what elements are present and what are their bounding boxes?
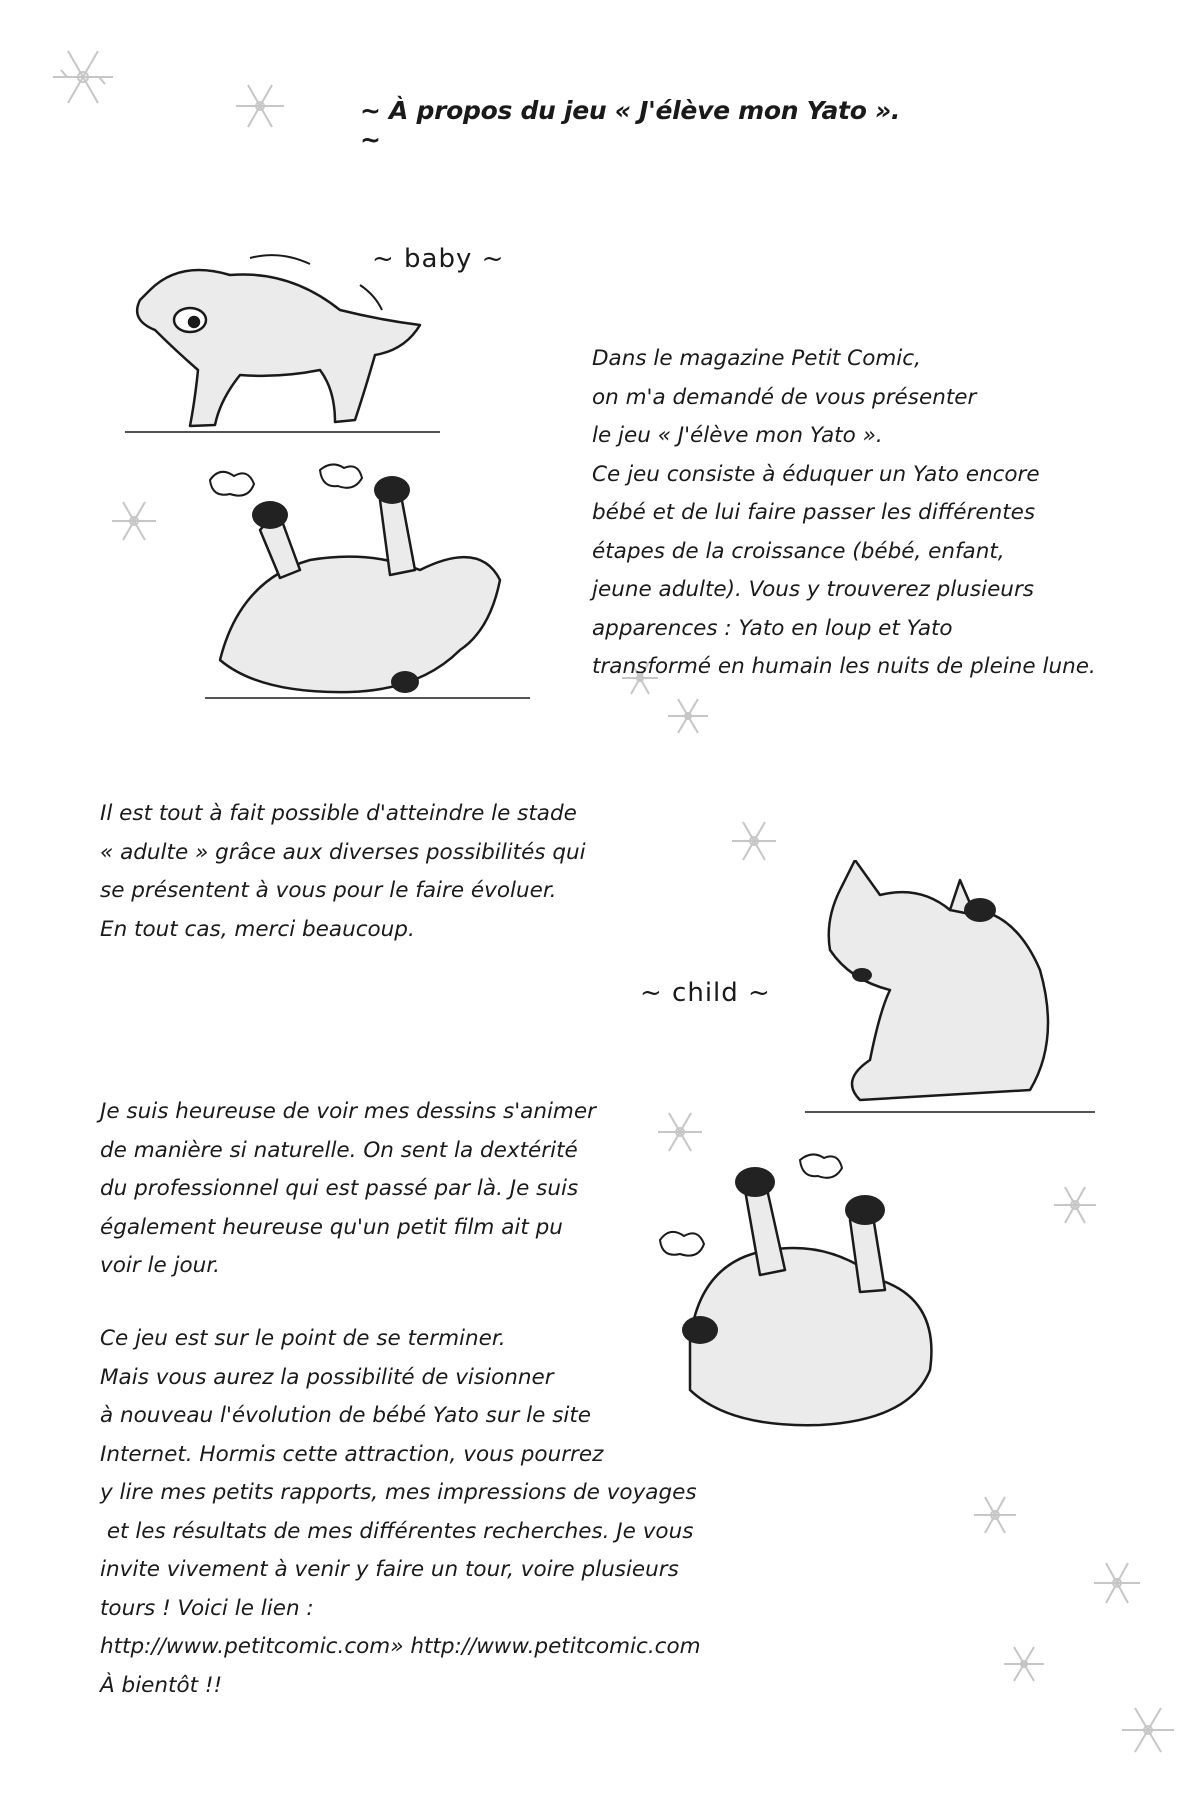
text-line: de manière si naturelle. On sent la dextérité (100, 1137, 578, 1163)
text-line: « adulte » grâce aux diverses possibilités qui (100, 839, 586, 865)
text-line: on m'a demandé de vous présenter (592, 384, 977, 410)
snowflake-icon (1090, 1556, 1144, 1610)
text-line: Mais vous aurez la possibilité de visionner (100, 1364, 554, 1390)
snowflake-icon (1000, 1640, 1048, 1688)
text-line: apparences : Yato en loup et Yato (592, 615, 953, 641)
text-line: À bientôt !! (100, 1672, 223, 1698)
intro-paragraph (592, 340, 1152, 687)
page-title: ~ À propos du jeu « J'élève mon Yato ». ~ (360, 96, 901, 154)
text-line: voir le jour. (100, 1253, 221, 1278)
text-line: également heureuse qu'un petit film ait pu (100, 1214, 563, 1240)
text-line: et les résultats de mes différentes recherches. Je vous (100, 1518, 694, 1544)
text-line: jeune adulte). Vous y trouverez plusieurs (592, 577, 1034, 602)
text-line: tours ! Voici le lien : (100, 1595, 314, 1621)
text-line: En tout cas, merci beaucoup. (100, 916, 415, 942)
text-line: transformé en humain les nuits de pleine lune. (592, 654, 1096, 679)
text-line: à nouveau l'évolution de bébé Yato sur le site (100, 1403, 592, 1428)
snowflake-icon (728, 815, 780, 867)
text-line: du professionnel qui est passé par là. Je suis (100, 1176, 579, 1201)
text-line: se présentent à vous pour le faire évoluer. (100, 878, 557, 903)
text-line: Dans le magazine Petit Comic, (592, 346, 921, 371)
snowflake-icon (108, 495, 160, 547)
snowflake-icon (1050, 1180, 1100, 1230)
text-line: Ce jeu est sur le point de se terminer. (100, 1326, 506, 1351)
text-line: Il est tout à fait possible d'atteindre le stade (100, 801, 577, 826)
baby-label: ~ baby ~ (372, 244, 505, 274)
snowflake-icon (1118, 1700, 1178, 1760)
website-link-text: http://www.petitcomic.com» http://www.petitcomic.com (100, 1634, 701, 1659)
text-line: Internet. Hormis cette attraction, vous pourrez (100, 1441, 604, 1467)
text-line: étapes de la croissance (bébé, enfant, (592, 538, 1005, 564)
wolf-pup-standing-drawing (120, 250, 450, 440)
text-line: y lire mes petits rapports, mes impressions de voyages (100, 1480, 697, 1505)
closing-paragraph (100, 1320, 740, 1705)
text-line: Je suis heureuse de voir mes dessins s'animer (100, 1099, 596, 1124)
text-line: bébé et de lui faire passer les différentes (592, 500, 1036, 525)
happy-paragraph (100, 1093, 660, 1286)
text-line: le jeu « J'élève mon Yato ». (592, 423, 883, 448)
text-line: Ce jeu consiste à éduquer un Yato encore (592, 461, 1040, 487)
snowflake-icon (48, 42, 118, 112)
snowflake-icon (970, 1490, 1020, 1540)
snowflake-icon (664, 692, 712, 740)
text-line: invite vivement à venir y faire un tour, voire plusieurs (100, 1557, 679, 1582)
snowflake-icon (232, 78, 288, 134)
child-label: ~ child ~ (640, 978, 771, 1008)
wolf-child-sitting-drawing (800, 860, 1100, 1130)
wolf-pup-rolling-drawing (200, 460, 540, 720)
adult-paragraph (100, 795, 620, 949)
